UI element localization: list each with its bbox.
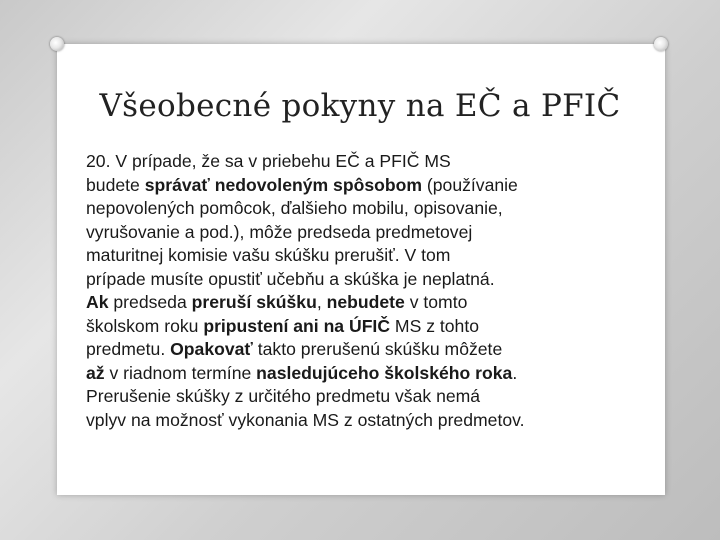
body-text-segment: nepovolených pomôcok, ďalšieho mobilu, opisovanie,	[86, 198, 503, 218]
emphasis-text: pripustení ani na ÚFIČ	[203, 315, 391, 336]
emphasis-text: až	[86, 362, 105, 383]
body-text-segment: budete	[86, 174, 145, 195]
emphasis-text: nebudete	[326, 292, 405, 312]
body-line	[86, 174, 661, 198]
body-line	[86, 268, 661, 292]
emphasis-text: nasledujúceho školského roka	[256, 362, 513, 383]
body-line	[86, 291, 661, 315]
body-text-segment: maturitnej komisie vašu skúšku prerušiť. V tom	[86, 245, 451, 265]
body-text-segment: MS z tohto	[390, 315, 480, 336]
body-text-segment: Prerušenie skúšky z určitého predmetu však nemá	[86, 386, 481, 406]
corner-pin-icon	[654, 37, 668, 51]
corner-pin-icon	[50, 37, 64, 51]
body-text-segment: prípade musíte opustiť učebňu a skúška je neplatná.	[86, 268, 495, 289]
slide-body	[86, 150, 661, 432]
body-line	[86, 221, 661, 245]
body-text-segment: .	[512, 362, 518, 383]
body-text-segment: 20. V prípade, že sa v priebehu EČ a PFIČ MS	[86, 151, 451, 171]
body-text-segment: v tomto	[404, 292, 468, 312]
emphasis-text: správať nedovoleným spôsobom	[144, 174, 422, 195]
emphasis-text: Opakovať	[170, 339, 253, 359]
body-text-segment: vplyv na možnosť vykonania MS z ostatných predmetov.	[86, 409, 525, 430]
body-line	[86, 197, 661, 221]
slide-title: Všeobecné pokyny na EČ a PFIČ	[99, 88, 621, 124]
body-text-segment: (používanie	[422, 174, 518, 195]
body-line	[86, 409, 661, 433]
body-line	[86, 244, 661, 268]
body-text-segment: školskom roku	[86, 315, 204, 336]
body-line	[86, 338, 661, 362]
body-text-segment: vyrušovanie a pod.), môže predseda predmetovej	[86, 221, 473, 242]
body-text-segment: takto prerušenú skúšku môžete	[252, 339, 503, 359]
body-paragraph	[86, 150, 661, 432]
body-text-segment: predmetu.	[86, 339, 171, 359]
body-line	[86, 385, 661, 409]
body-line	[86, 362, 661, 386]
body-text-segment: v riadnom termíne	[104, 362, 257, 383]
body-line	[86, 315, 661, 339]
body-text-segment: predseda	[108, 292, 192, 312]
emphasis-text: Ak	[86, 292, 109, 312]
emphasis-text: preruší skúšku	[191, 292, 317, 312]
body-text-segment: ,	[316, 292, 327, 312]
body-line	[86, 150, 661, 174]
